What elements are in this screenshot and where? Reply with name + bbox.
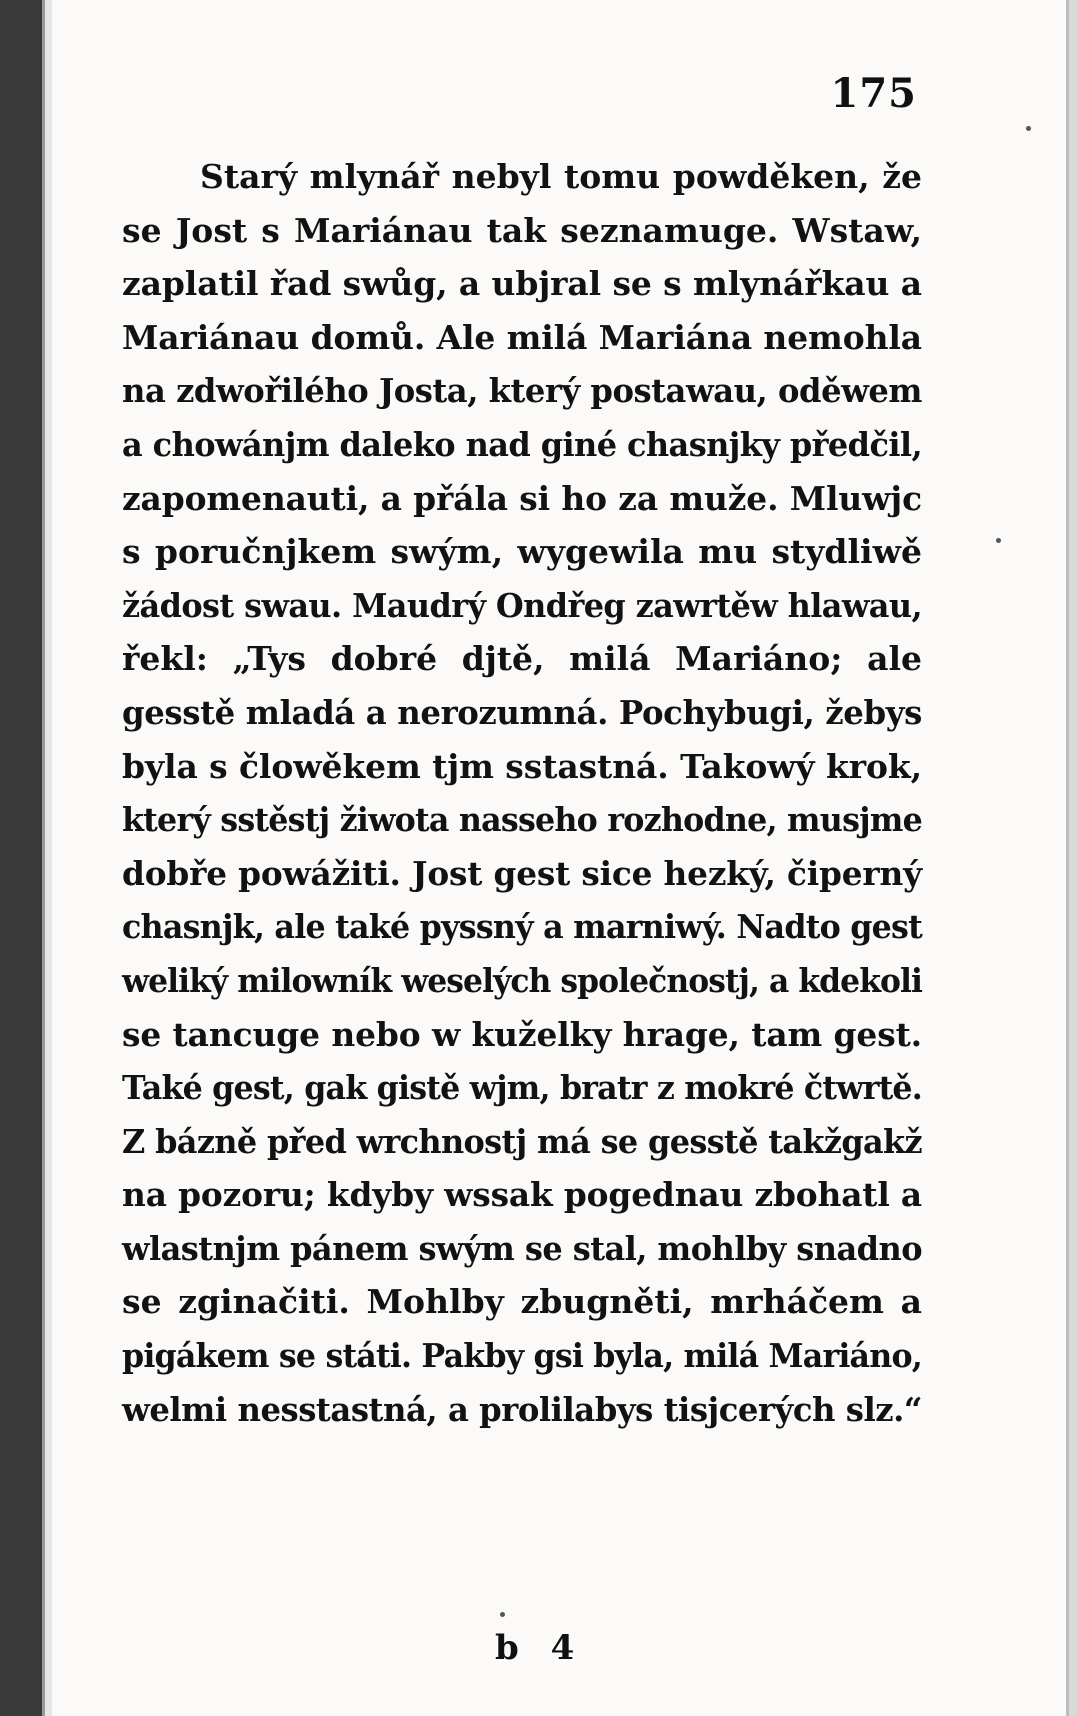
text-line: wlastnjm pánem swým se stal, mohlby snadno <box>122 1228 922 1268</box>
text-line: žádost swau. Maudrý Ondřeg zawrtěw hlawau, <box>122 585 922 625</box>
text-line: weliký milowník weselých společnostj, a kdekoli <box>122 960 922 1000</box>
text-line: který sstěstj žiwota nasseho rozhodne, musjme <box>122 800 922 840</box>
text-line: Také gest, gak gistě wjm, bratr z mokré čtwrtě. <box>122 1068 922 1108</box>
text-line: s poručnjkem swým, wygewila mu stydliwě <box>122 532 922 572</box>
scan-speck <box>996 538 1001 543</box>
signature-mark: b 4 <box>495 1628 585 1668</box>
text-line: na pozoru; kdyby wssak pogednau zbohatl a <box>122 1175 923 1215</box>
page-number: 175 <box>830 70 917 117</box>
text-line: zapomenauti, a přála si ho za muže. Mluwjc <box>122 478 922 518</box>
body-text <box>122 150 922 1436</box>
scan-gutter-shadow <box>0 0 42 1716</box>
text-line: byla s člowěkem tjm sstastná. Takowý krok, <box>122 746 922 786</box>
scan-speck <box>500 1612 505 1617</box>
text-line: Starý mlynář nebyl tomu powděken, že <box>200 157 922 196</box>
text-line: pigákem se státi. Pakby gsi byla, milá Mariáno, <box>122 1336 922 1376</box>
text-line: na zdwořilého Josta, který postawau, oděwem <box>122 371 922 411</box>
scan-speck <box>1026 126 1031 131</box>
text-line: se tancuge nebo w kuželky hrage, tam gest. <box>122 1014 923 1054</box>
text-line: Mariánau domů. Ale milá Mariána nemohla <box>122 317 923 357</box>
text-line: zaplatil řad swůg, a ubjral se s mlynářkau a <box>122 264 923 304</box>
text-line: chasnjk, ale také pyssný a marniwý. Nadto gest <box>122 907 923 947</box>
text-line: se Jost s Mariánau tak seznamuge. Wstaw, <box>122 210 922 250</box>
text-line: a chowánjm daleko nad giné chasnjky předčil, <box>122 424 922 464</box>
text-line: welmi nesstastná, a prolilabys tisjcerých slz.“ <box>122 1389 923 1429</box>
text-line: gesstě mladá a nerozumná. Pochybugi, žebys <box>122 692 922 732</box>
page-edge <box>1069 0 1077 1716</box>
text-line: Z bázně před wrchnostj má se gesstě takžgakž <box>122 1121 922 1161</box>
text-line: se zginačiti. Mohlby zbugněti, mrháčem a <box>122 1282 922 1322</box>
text-line: dobře powážiti. Jost gest sice hezký, čiperný <box>122 853 923 893</box>
page-binding-edge <box>42 0 52 1716</box>
text-line: řekl: „Tys dobré djtě, milá Mariáno; ale <box>122 639 922 679</box>
